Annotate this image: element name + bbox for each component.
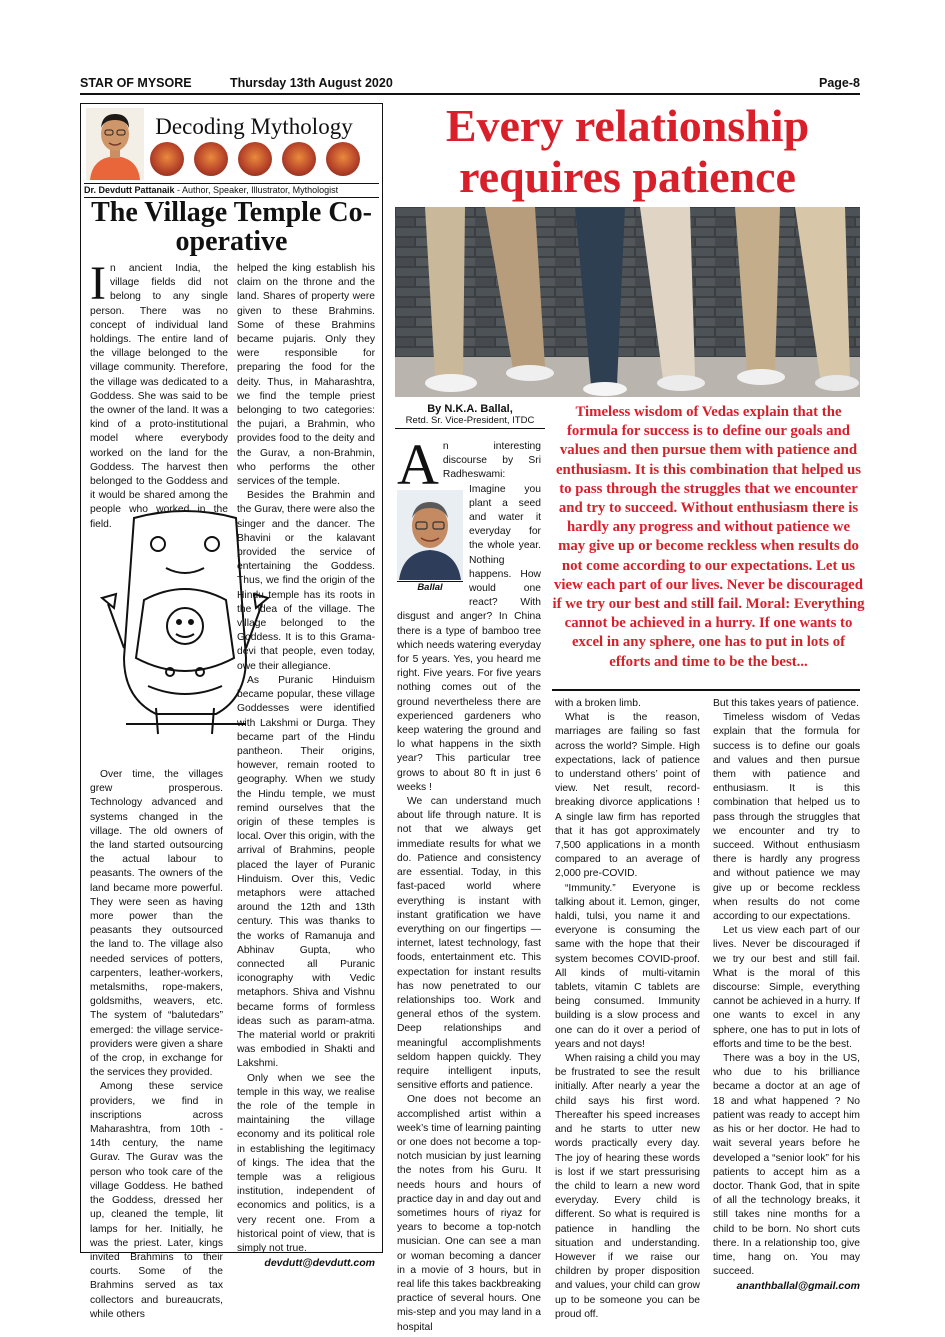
issue-date: Thursday 13th August 2020 <box>230 76 393 90</box>
header-rule <box>80 93 860 95</box>
deity-face-icon <box>238 142 272 176</box>
paragraph: There was a boy in the US, who due to his brilliance became a doctor at an age of 18 and what happened ? No patient was ready to accept him as his or her doctor. He had to wait several years before he developed a “senior look” for his patients to accept him as a doctor. Thank God, that in spite of all the technology breaks, it still takes nine months for a child to be born. No short cuts there. In a relationship too, give time, hang on. You may succeed. <box>713 1053 860 1278</box>
deity-face-icon <box>282 142 316 176</box>
photo-caption: Ballal <box>397 581 463 593</box>
paragraph: with a broken limb. <box>555 698 641 709</box>
paragraph: Over time, the villages grew prosperous. Technology advanced and systems changed in the village. The old owners of the land started outsourcing the actual labour to peasants. The owners of the land became more powerful. They were seen as having more power than the peasants they outsourced the land to. The village also needed services of potters, carpenters, leather-workers, metalsmiths, rope-makers, goldsmiths, weavers, etc. The system of “balutedars” emerged: the village service-providers were given a share of the crop, in exchange for the services they provided. <box>90 769 223 1079</box>
author-email: ananthballal@gmail.com <box>736 1280 860 1293</box>
author-email: devdutt@devdutt.com <box>264 1257 375 1270</box>
article-text-col3 <box>713 697 860 1294</box>
paragraph: helped the king establish his claim on the throne and the land. Shares of property were given to these Brahmins. Some of these Brahmins became pujaris. Only they were responsible for preparing the food for the deity. Thus, in Maharashtra, we find the temple priest belonging to two categories: the pujari, a Brahmin, who provides food to the deity and the Gurav, a non-Brahmin, who performs the other services of the temple. <box>237 263 375 488</box>
author-photo <box>86 108 144 180</box>
paragraph: As Puranic Hinduism became popular, these village Goddesses were identified with Lakshmi or Durga. They became part of the Hindu pantheon. Their origins, however, remain rooted to geography. When we study the Hindu temple, we must remind ourselves that the origin of these temples is local. Over this origin, with the arrival of Brahmins, people placed the layer of Puranic Hinduism. Over this, Vedic metaphors were attached around the 12th and 13th century. This was thanks to the works of Ramanuja and Abhinav Gupta, who connected all Puranic iconography with Vedic metaphors. Shiva and Vishnu became forms of formless ideas such as param-atma. The material world or prakriti was embodied in Shakti and Lakshmi. <box>237 674 375 1070</box>
deity-face-icon <box>194 142 228 176</box>
paragraph: Among these service providers, we find in inscriptions across Maharashtra, from 10th - 14th century, the name Gurav. The Gurav was the person who took care of the village Goddess. He bathed the Goddess, dressed her up, cleaned the temple, lit lamps for her. Initially, he was the priest. Later, kings invited Brahmins to their courts. Some of the Brahmins served as tax collectors and bureaucrats, while others <box>90 1081 223 1320</box>
paragraph: We can understand much about life through nature. It is not that we always get immediate results for what we do. Patience and consistency are essential. Today, in this fast-paced world where everything is instant with instant gratification we have everything on our fingertips — internet, latest technology, fast foods, entertainment etc. This expectation for instant results has now penetrated to our relationships too. Work and general ethos of the system. Deep relationships and meaningful accomplishments seldom happen quickly. They require intelligent inputs, sensitive efforts and patience. <box>397 796 541 1092</box>
page-header <box>80 76 860 92</box>
paragraph: Besides the Brahmin and the Gurav, there were also the singer and the dancer. The Bhavini or the kalavant provided the service of entertaining the Goddess. Thus, we find the origin of the Hindu temple has its roots in the idea of the village. The village belonged to the Goddess. It is to this Grama-devi that people, even today, owe their allegiance. <box>237 490 375 672</box>
author-description: - Author, Speaker, Illustrator, Mythologist <box>174 185 339 195</box>
paragraph: n interesting discourse by Sri Radheswami: Imagine you plant a seed and water it everyday for the whole year. Nothing happens. How would one react? With disgust and anger? In China there is a type of bamboo tree which needs watering everyday for 5 years. Yes, you heard me right. Five years. For five years nothing comes out of the ground nevertheless there are experienced gardeners who keep watering the ground and lo what happens in the sixth year? This particular tree grows to about 80 ft in just 6 weeks ! <box>397 441 541 793</box>
paragraph: Timeless wisdom of Vedas explain that the formula for success is to define our goals and values and then pursue them with patience and enthusiasm. It is this combination that helped us to pass through the struggles that we encounter and try to succeed. Without enthusiasm there is hardly any progress and without patience we may give up or become reckless when results do not come according to our expectations. <box>713 712 860 923</box>
article-photo <box>395 207 860 397</box>
paragraph: “Immunity.” Everyone is talking about it. Lemon, ginger, haldi, tulsi, you name it and everyone is consuming the same with the hope that their system becomes COVID-proof. All kinds of multi-vitamin tablets, vitamin C tablets are being consumed. Immunity building is a slow process and one can do it over a period of years and not days! <box>555 882 700 1050</box>
banner-face-icons <box>148 142 368 182</box>
article-text-col1 <box>397 432 541 1335</box>
article-text-col2 <box>555 697 700 1322</box>
author-name: Dr. Devdutt Pattanaik <box>84 185 175 195</box>
pull-quote-rule <box>552 689 860 691</box>
byline-role: Retd. Sr. Vice-President, ITDC <box>395 415 545 429</box>
column-text-col2 <box>237 262 375 1270</box>
article-headline: Every relationship requires patience <box>445 100 810 202</box>
banner-title: Decoding Mythology <box>155 114 353 139</box>
paragraph: One does not become an accomplished artist within a week’s time of learning painting or one does not become a top-notch musician by just learning the notes from his Guru. It needs hours and hours of practice day in and day out and sometimes hours of riyaz for years to become a top-notch musician. One can see a man or woman becoming a dancer in a movie of 3 hours, but in real life this takes backbreaking practice of several hours. One mis-step and you may land in a hospital <box>397 1094 541 1333</box>
paragraph: What is the reason, marriages are failing so fast across the world? Simple. High expectations, lack of patience to understand others’ point of view. Net result, record-breaking divorce applications ! A single law firm has reported that it has got approximately 7,500 applications in a month compared to an average of 2,000 pre-COVID. <box>555 712 700 880</box>
page-number: Page-8 <box>819 76 860 90</box>
paragraph: Only when we see the temple in this way, we realise the role of the temple in maintaining the village economy and its political role in establishing the legitimacy of kings. The idea that the temple was a religious institution, independent of economics and politics, is a very recent one. From a historical point of view, that is simply not true. <box>237 1072 375 1255</box>
drop-cap: A <box>397 432 439 497</box>
drop-cap: I <box>90 257 106 310</box>
pull-quote: Timeless wisdom of Vedas explain that the formula for success is to define our goals and values and then pursue them with patience and enthusiasm. It is this combination that helped us to pass through the struggles that we encounter and try to succeed. Without enthusiasm there is hardly any progress and without patience we may give up or become reckless when results do not come according to our expectations. Let us view each part of our lives. Never be discouraged if we try our best and still fail. Moral: Everything cannot be achieved in a hurry. If one wants to excel in any sphere, one has to put in lots of efforts and time to be the best... <box>552 404 865 670</box>
paragraph: n ancient India, the village fields did not belong to any single person. There was no concept of individual land holdings. The entire land of the village belonged to the village community. Therefore, the village was dedicated to a Goddess. She was said to be the owner of the land. It was a kind of a proto-institutional model where everybody worked on the land for the Goddess. The harvest then belonged to the Goddess and it would be shared among the people who worked in the field. <box>90 263 228 530</box>
paragraph: Let us view each part of our lives. Never be discouraged if we try our best and still fail. What is the moral of this discourse: Simple, everything cannot be achieved in a hurry. If one wants to excel in any sphere, one has to put in lots of efforts and time to be the best. <box>713 925 860 1050</box>
paragraph: But this takes years of patience. <box>713 698 859 709</box>
column-text-col1-bottom <box>90 768 223 1322</box>
column-text-col1-top <box>90 257 228 532</box>
byline-name: By N.K.A. Ballal, <box>427 403 513 415</box>
photo-spacer <box>397 488 469 598</box>
deity-face-icon <box>326 142 360 176</box>
paragraph: When raising a child you may be frustrated to see the result initially. After nearly a year the child says his first word. Thereafter his speed increases and he starts to utter new words practically every day. The joy of hearing these words is lost if we start pressurising the child to learn a new word everyday. Every child is different. So what is required is patience in handling the situation and understanding. However if we raise our children by proper disposition and values, your child can grow up to be someone you can be proud off. <box>555 1053 700 1320</box>
article-byline <box>395 403 545 429</box>
column-headline: The Village Temple Co-operative <box>91 197 372 257</box>
paper-name: STAR OF MYSORE <box>80 76 192 90</box>
deity-face-icon <box>150 142 184 176</box>
column-author-line <box>84 183 379 198</box>
